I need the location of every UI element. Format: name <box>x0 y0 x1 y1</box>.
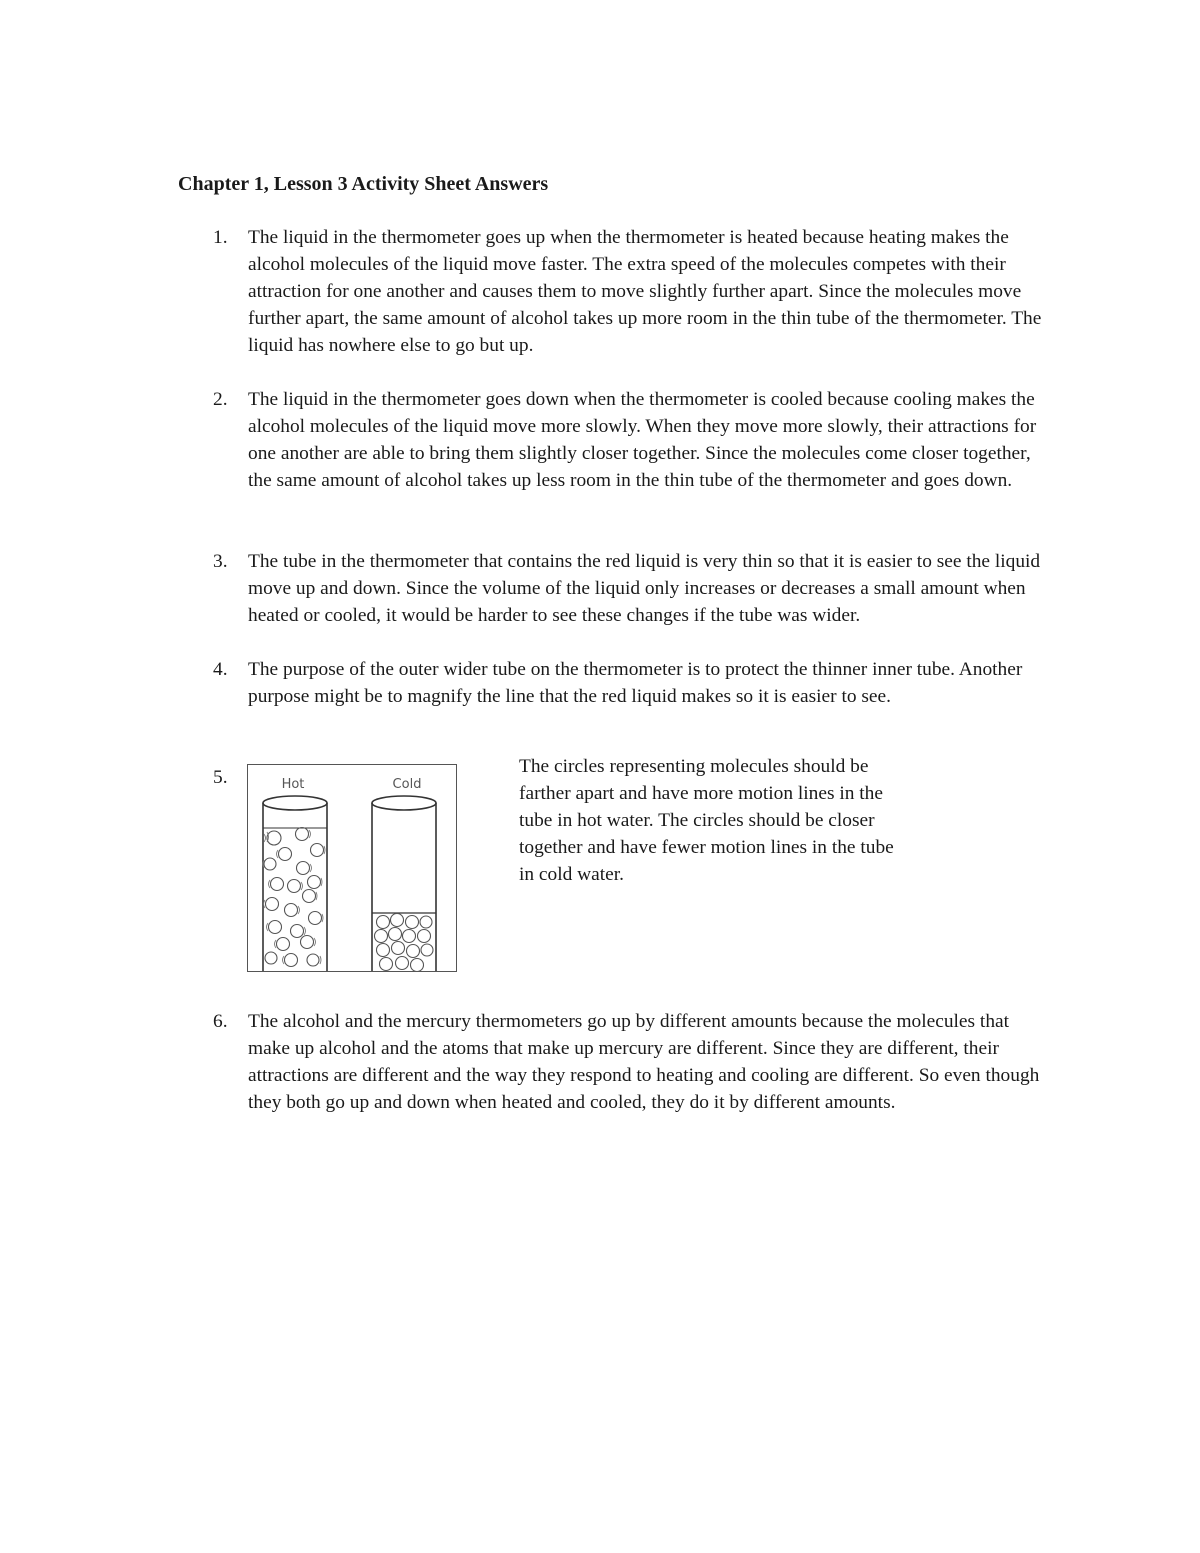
answer-text: The tube in the thermometer that contains the red liquid is very thin so that it is easier to see the liquid move up and down. Since the volume of the liquid only increases or decreases a small amount when heated or cooled, it would be harder to see these changes if the tube was wider. <box>248 551 1041 626</box>
answer-text: The purpose of the outer wider tube on the thermometer is to protect the thinner inner tube. Another purpose might be to magnify the line that the red liquid makes so it is easier to see. <box>248 659 1023 707</box>
answer-number: 6. <box>213 1011 228 1032</box>
answer-number: 3. <box>213 551 228 572</box>
figure-frame <box>248 765 457 972</box>
answer-text: The liquid in the thermometer goes up when the thermometer is heated because heating makes the alcohol molecules of the liquid move faster. The extra speed of the molecules competes with their attraction for one another and causes them to move slightly further apart. Since the molecules move further apart, the same amount of alcohol takes up more room in the thin tube of the thermometer. The liquid has nowhere else to go but up. <box>248 227 1042 356</box>
page-title: Chapter 1, Lesson 3 Activity Sheet Answers <box>178 173 549 195</box>
cold-label: Cold <box>392 777 422 792</box>
answer-text: The alcohol and the mercury thermometers go up by different amounts because the molecules that make up alcohol and the atoms that make up mercury are different. Since they are different, their attractions are different and the way they respond to heating and cooling are different. So even though they both go up and down when heated and cooled, they do it by different amounts. <box>248 1011 1040 1113</box>
answer-5-text: The circles representing molecules should be farther apart and have more motion lines in the tube in hot water. The circles should be closer together and have fewer motion lines in the tube in cold water. <box>519 756 894 885</box>
answer-5-number: 5. <box>213 767 228 788</box>
answer-6 <box>213 1008 1043 1116</box>
molecule-tubes-illustration <box>247 764 457 972</box>
answer-text: The liquid in the thermometer goes down when the thermometer is cooled because cooling makes the alcohol molecules of the liquid move more slowly. When they move more slowly, their attractions for one another are able to bring them slightly closer together. Since the molecules come closer together, the same amount of alcohol takes up less room in the thin tube of the thermometer and goes down. <box>248 389 1037 491</box>
answer-number: 1. <box>213 227 228 248</box>
answer-1 <box>213 224 1043 359</box>
answer-number: 4. <box>213 659 228 680</box>
molecule-tubes-figure <box>247 764 457 972</box>
answer-4 <box>213 656 1043 710</box>
answer-2 <box>213 386 1043 494</box>
answer-number: 2. <box>213 389 228 410</box>
answer-3 <box>213 548 1043 629</box>
hot-label: Hot <box>281 777 305 792</box>
